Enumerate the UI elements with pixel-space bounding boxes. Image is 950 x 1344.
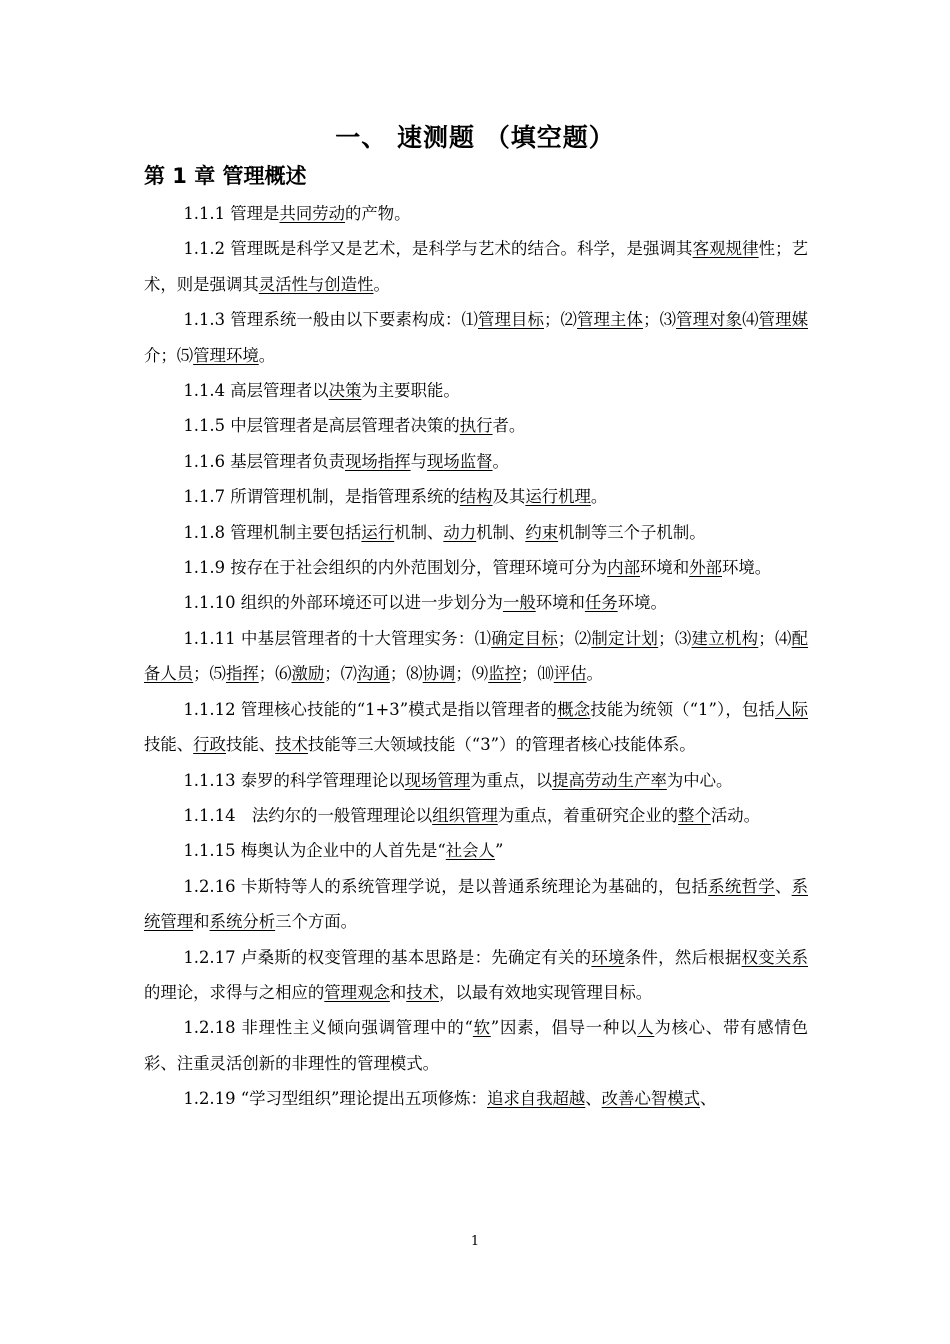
- answer-blank: 约束: [525, 522, 559, 542]
- question-item: [144, 833, 808, 868]
- question-item: [144, 869, 808, 940]
- question-text: 环境。: [617, 593, 667, 613]
- question-item: [144, 585, 808, 620]
- page-title: 一、 速测题 （填空题）: [335, 123, 615, 152]
- question-text: 技能、: [144, 735, 194, 755]
- question-text: 1.2.19 “学习型组织”理论提出五项修炼：: [183, 1089, 487, 1109]
- question-text: 和: [389, 982, 407, 1002]
- answer-blank: 现场指挥: [345, 451, 411, 471]
- question-text: 条件，然后根据: [624, 947, 742, 967]
- answer-blank: 外部: [689, 558, 722, 578]
- answer-blank: 概念: [557, 699, 591, 719]
- answer-blank: 技术: [275, 735, 308, 755]
- question-text: 1.1.10 组织的外部环境还可以进一步划分为: [183, 593, 503, 613]
- answer-blank: 一般: [502, 593, 536, 613]
- question-text: 环境和: [640, 558, 690, 578]
- answer-blank: 系统管理: [144, 876, 809, 932]
- question-text: ；⑶: [658, 628, 692, 648]
- page-number: 1: [470, 1234, 480, 1249]
- question-text: 1.2.18 非理性主义倾向强调管理中的“: [183, 1018, 473, 1038]
- answer-blank: 灵活性与创造性: [258, 274, 374, 294]
- question-text: 。: [586, 664, 603, 684]
- answer-blank: 运行机理: [525, 487, 591, 507]
- question-text: 技能、: [225, 735, 276, 755]
- question-text: 。: [590, 487, 608, 507]
- question-text: 1.1.15 梅奥认为企业中的人首先是“: [183, 841, 446, 861]
- answer-blank: 结构: [459, 487, 493, 507]
- answer-blank: 配备人员: [144, 628, 809, 684]
- answer-blank: 行政: [193, 735, 226, 755]
- question-text: 三个方面。: [275, 912, 358, 932]
- answer-blank: 管理主体: [577, 310, 644, 330]
- question-text: 、: [585, 1089, 602, 1109]
- answer-blank: 整个: [678, 805, 711, 825]
- question-text: 机制等三个子机制。: [558, 522, 706, 542]
- question-text: 和: [193, 912, 210, 932]
- question-item: [144, 302, 808, 373]
- answer-blank: 管理环境: [193, 345, 259, 365]
- answer-blank: 确定目标: [491, 628, 559, 648]
- question-item: [144, 940, 808, 1011]
- question-item: [144, 479, 808, 514]
- question-text: 1.1.14 法约尔的一般管理理论以: [183, 805, 433, 825]
- answer-blank: 制定计划: [591, 628, 659, 648]
- question-text: 。: [258, 345, 276, 365]
- answer-blank: 协调: [422, 664, 456, 684]
- answer-blank: 系统哲学: [708, 876, 775, 896]
- question-text: ；⑶: [643, 310, 677, 330]
- answer-blank: 管理媒: [758, 310, 809, 330]
- question-text: 1.1.5 中层管理者是高层管理者决策的: [183, 416, 460, 436]
- question-item: [144, 373, 808, 408]
- answer-blank: 执行: [459, 416, 493, 436]
- question-text: 介；⑸: [144, 345, 194, 365]
- question-text: 1.1.1 管理是: [183, 204, 280, 223]
- question-text: ，以最有效地实现管理目标。: [439, 982, 653, 1002]
- question-text: 性；艺术，则是强调其: [144, 239, 809, 294]
- answer-blank: 现场管理: [404, 770, 471, 790]
- question-text: 机制、: [394, 522, 444, 542]
- question-text: ；⑽: [520, 664, 554, 684]
- answer-blank: 评估: [553, 664, 587, 684]
- question-item: [144, 1081, 808, 1116]
- answer-blank: 建立机构: [691, 628, 759, 648]
- question-text: ；⑵: [558, 628, 592, 648]
- question-text: 与: [410, 451, 427, 471]
- question-text: ；⑻: [389, 664, 423, 684]
- question-text: 为重点，以: [470, 770, 553, 790]
- question-text: 1.1.13 泰罗的科学管理理论以: [183, 770, 405, 790]
- question-item: [144, 798, 808, 833]
- question-text: ；⑵: [544, 310, 578, 330]
- question-text: 的理论，求得与之相应的: [144, 982, 325, 1002]
- question-text: 1.1.7 所谓管理机制，是指管理系统的: [183, 487, 460, 507]
- question-text: 为中心。: [666, 770, 733, 790]
- answer-blank: 追求自我超越: [486, 1089, 586, 1109]
- question-text: 者。: [492, 416, 526, 436]
- question-text: 、: [774, 876, 792, 896]
- question-list: [144, 196, 808, 1117]
- question-text: 1.1.9 按存在于社会组织的内外范围划分，管理环境可分为: [183, 558, 608, 578]
- question-text: ；⑼: [455, 664, 489, 684]
- question-item: [144, 231, 808, 302]
- question-text: 1.1.11 中基层管理者的十大管理实务：⑴: [183, 628, 492, 648]
- answer-blank: 共同劳动: [279, 204, 346, 223]
- question-item: [144, 550, 808, 585]
- question-text: 1.1.3 管理系统一般由以下要素构成：⑴: [183, 310, 478, 330]
- answer-blank: 任务: [584, 593, 618, 613]
- answer-blank: 系统分析: [209, 912, 276, 932]
- question-text: 、: [700, 1089, 717, 1109]
- question-text: 1.1.12 管理核心技能的“1+3”模式是指以管理者的: [183, 699, 558, 719]
- question-text: 。: [492, 451, 509, 471]
- answer-blank: 改善心智模式: [601, 1089, 701, 1109]
- question-text: 及其: [492, 487, 526, 507]
- question-item: [144, 408, 808, 443]
- chapter-heading: 第 1 章 管理概述: [144, 164, 307, 188]
- question-text: 机制、: [476, 522, 526, 542]
- answer-blank: 环境: [591, 947, 625, 967]
- question-item: [144, 763, 808, 798]
- question-text: 为主要职能。: [361, 381, 460, 401]
- question-text: 的产物。: [345, 204, 411, 223]
- answer-blank: 管理目标: [477, 310, 545, 330]
- question-text: ；⑹: [258, 664, 292, 684]
- question-text: ⑷: [742, 310, 759, 330]
- answer-blank: 沟通: [357, 664, 390, 684]
- question-text: 为重点，着重研究企业的: [497, 805, 679, 825]
- question-text: 环境和: [535, 593, 585, 613]
- answer-blank: 软: [472, 1018, 491, 1038]
- answer-blank: 技术: [406, 982, 440, 1002]
- question-text: 1.1.4 高层管理者以: [183, 381, 329, 401]
- question-text: 环境。: [722, 558, 772, 578]
- question-text: ”因素，倡导一种以: [490, 1018, 638, 1038]
- question-item: [144, 692, 808, 763]
- answer-blank: 内部: [607, 558, 641, 578]
- question-text: 1.2.17 卢桑斯的权变管理的基本思路是：先确定有关的: [183, 947, 592, 967]
- answer-blank: 现场监督: [426, 451, 493, 471]
- question-text: 1.1.2 管理既是科学又是艺术，是科学与艺术的结合。科学，是强调其: [183, 239, 693, 259]
- question-item: [144, 1010, 808, 1081]
- answer-blank: 社会人: [445, 841, 495, 861]
- question-text: 技能为统领（“1”），包括: [590, 699, 776, 719]
- answer-blank: 权变关系: [741, 947, 809, 967]
- answer-blank: 组织管理: [432, 805, 498, 825]
- answer-blank: 运行: [361, 522, 395, 542]
- answer-blank: 监控: [488, 664, 521, 684]
- question-text: ”: [494, 841, 504, 861]
- question-text: ；⑸: [193, 664, 226, 684]
- question-text: 。: [373, 274, 390, 294]
- question-text: 1.1.8 管理机制主要包括: [183, 522, 362, 542]
- answer-blank: 人: [637, 1018, 655, 1038]
- question-text: 1.2.16 卡斯特等人的系统管理学说，是以普通系统理论为基础的，包括: [183, 876, 709, 896]
- question-item: [144, 621, 808, 692]
- question-text: ；⑷: [758, 628, 792, 648]
- question-text: ；⑺: [324, 664, 358, 684]
- answer-blank: 动力: [443, 522, 477, 542]
- question-text: 1.1.6 基层管理者负责: [183, 451, 346, 471]
- question-item: [144, 196, 808, 231]
- question-item: [144, 515, 808, 550]
- answer-blank: 管理对象: [676, 310, 743, 330]
- answer-blank: 提高劳动生产率: [552, 770, 667, 790]
- answer-blank: 决策: [328, 381, 362, 401]
- question-item: [144, 444, 808, 479]
- answer-blank: 客观规律: [692, 239, 759, 259]
- answer-blank: 激励: [291, 664, 325, 684]
- answer-blank: 指挥: [225, 664, 259, 684]
- question-text: 活动。: [710, 805, 760, 825]
- question-text: 为核心、带有感情色彩、注重灵活创新的非理性的管理模式。: [144, 1018, 808, 1073]
- question-text: 技能等三大领域技能（“3”）的管理者核心技能体系。: [307, 735, 696, 755]
- answer-blank: 管理观念: [324, 982, 390, 1002]
- answer-blank: 人际: [775, 699, 808, 719]
